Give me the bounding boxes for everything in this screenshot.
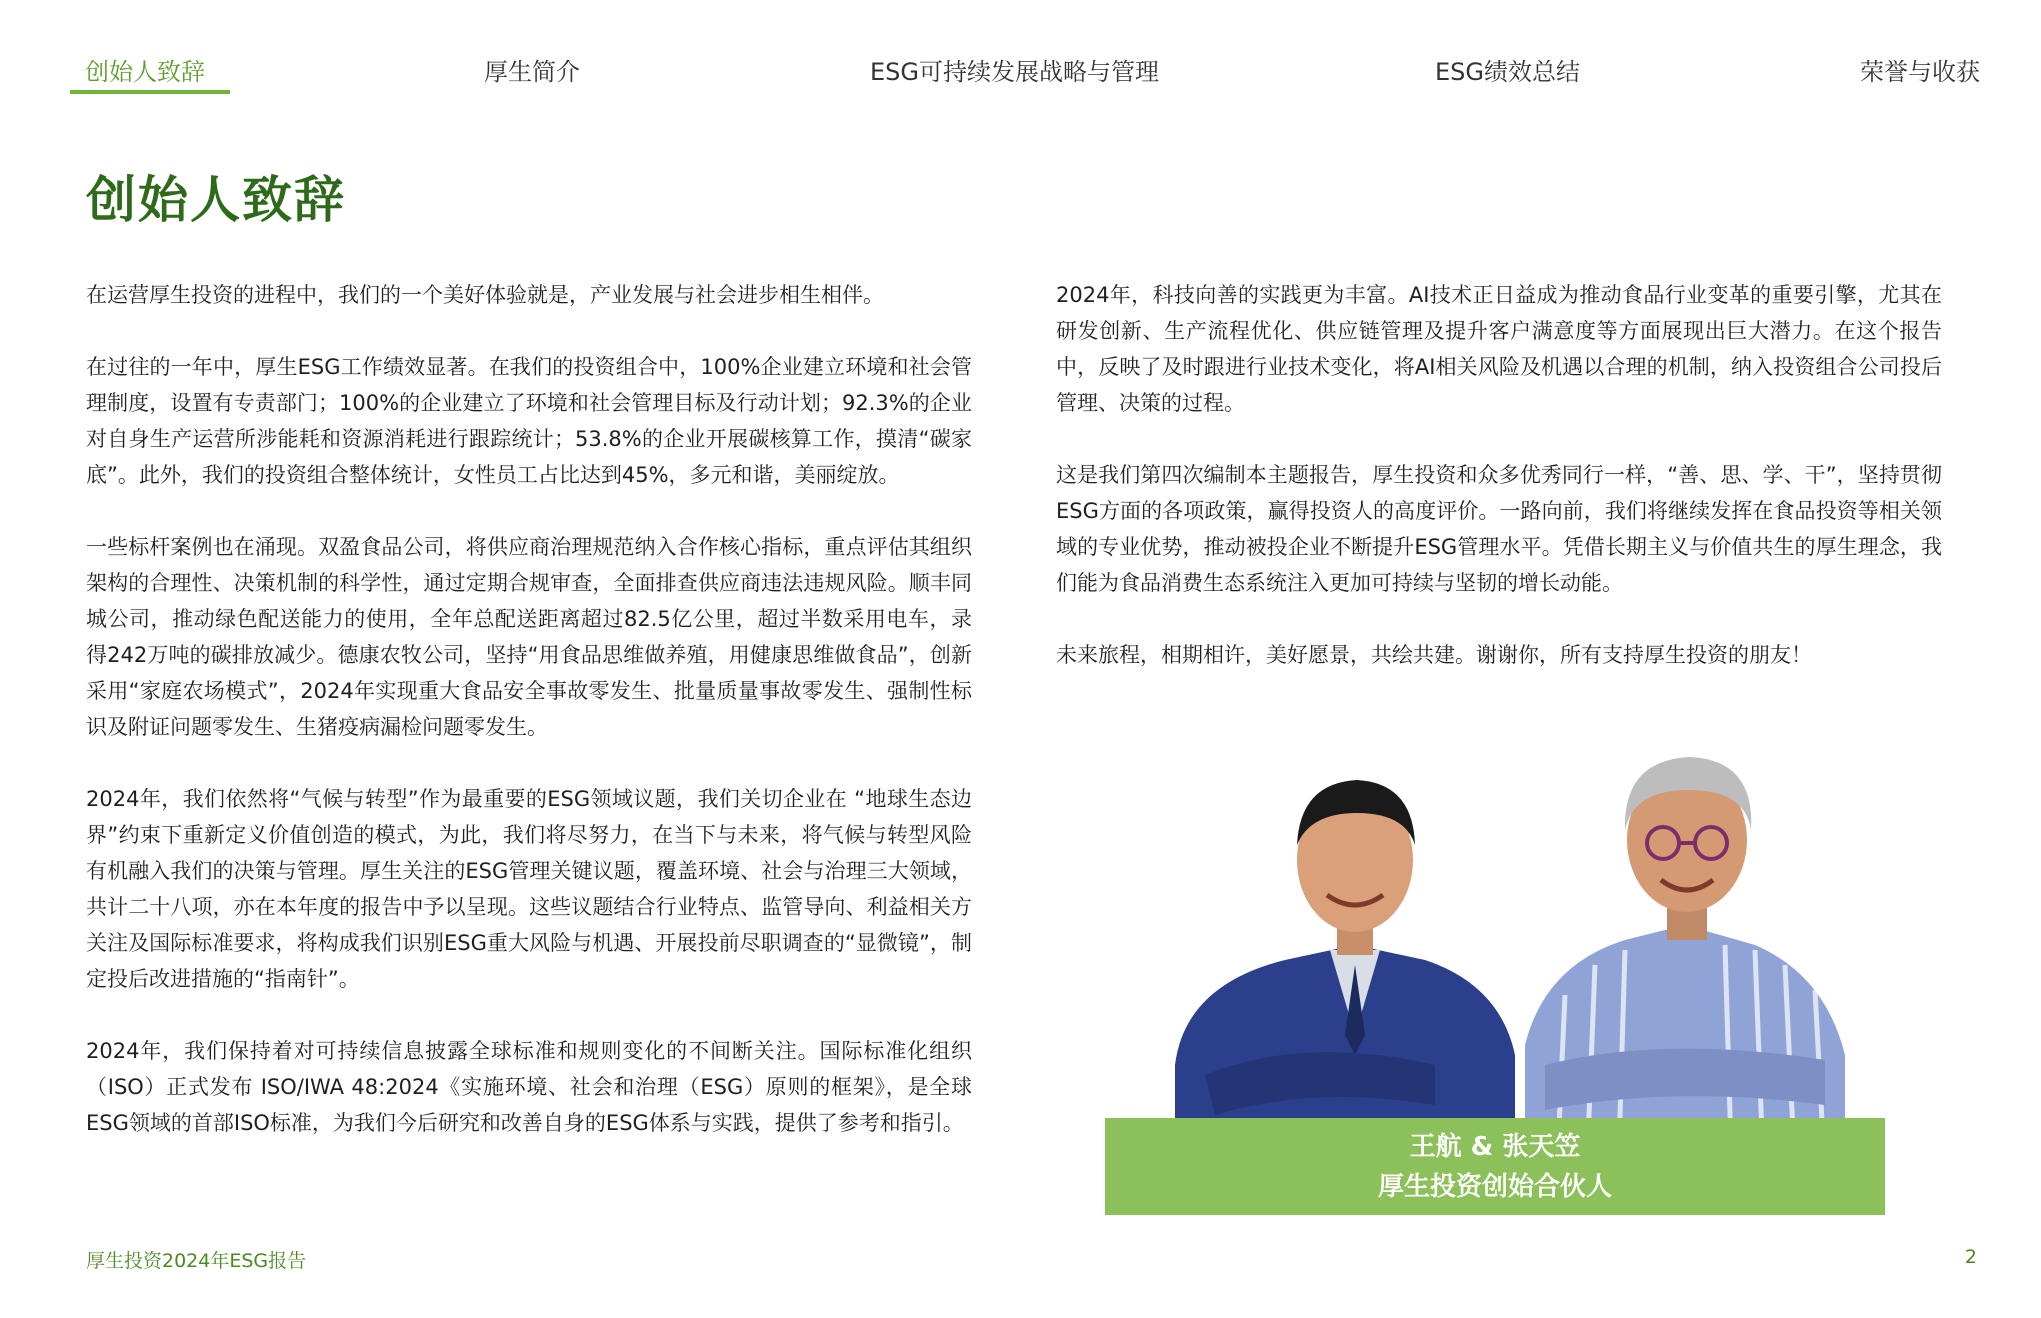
- nav-tab-honors[interactable]: 荣誉与收获: [1860, 58, 1980, 86]
- paragraph: 这是我们第四次编制本主题报告，厚生投资和众多优秀同行一样，“善、思、学、干”，坚持贯彻ESG方面的各项政策，赢得投资人的高度评价。一路向前，我们将继续发挥在食品投资等相关领域的专业优势，推动被投企业不断提升ESG管理水平。凭借长期主义与价值共生的厚生理念，我们能为食品消费生态系统注入更加可持续与坚韧的增长动能。: [1056, 463, 1942, 595]
- nav-tab-esg-strategy[interactable]: ESG可持续发展战略与管理: [870, 58, 1159, 86]
- paragraph: 未来旅程，相期相许，美好愿景，共绘共建。谢谢你，所有支持厚生投资的朋友！: [1056, 643, 1812, 667]
- paragraph: 2024年，我们保持着对可持续信息披露全球标准和规则变化的不间断关注。国际标准化组织（ISO）正式发布 ISO/IWA 48:2024《实施环境、社会和治理（ESG）原则的框架》，是全球ESG领域的首部ISO标准，为我们今后研究和改善自身的ESG体系与实践，提供了参考和指引。: [86, 1039, 972, 1135]
- page-title: 创始人致辞: [86, 171, 346, 229]
- right-text-column: [1056, 277, 1942, 709]
- top-navigation: [70, 48, 1980, 98]
- footer-report-title: 厚生投资2024年ESG报告: [86, 1250, 307, 1272]
- nav-tab-esg-performance[interactable]: ESG绩效总结: [1435, 58, 1580, 86]
- nav-active-underline: [70, 90, 230, 94]
- paragraph: 2024年，科技向善的实践更为丰富。AI技术正日益成为推动食品行业变革的重要引擎，尤其在研发创新、生产流程优化、供应链管理及提升客户满意度等方面展现出巨大潜力。在这个报告中，反映了及时跟进行业技术变化，将AI相关风险及机遇以合理的机制，纳入投资组合公司投后管理、决策的过程。: [1056, 283, 1942, 415]
- page-number: 2: [1964, 1246, 1977, 1268]
- paragraph: 2024年，我们依然将“气候与转型”作为最重要的ESG领域议题，我们关切企业在 “地球生态边界”约束下重新定义价值创造的模式，为此，我们将尽努力，在当下与未来，将气候与转型风险有机融入我们的决策与管理。厚生关注的ESG管理关键议题，覆盖环境、社会与治理三大领域，共计二十八项，亦在本年度的报告中予以呈现。这些议题结合行业特点、监管导向、利益相关方关注及国际标准要求，将构成我们识别ESG重大风险与机遇、开展投前尽职调查的“显微镜”，制定投后改进措施的“指南针”。: [86, 787, 972, 991]
- paragraph: 在过往的一年中，厚生ESG工作绩效显著。在我们的投资组合中，100%企业建立环境和社会管理制度，设置有专责部门；100%的企业建立了环境和社会管理目标及行动计划；92.3%的企业对自身生产运营所涉能耗和资源消耗进行跟踪统计；53.8%的企业开展碳核算工作，摸清“碳家底”。此外，我们的投资组合整体统计，女性员工占比达到45%，多元和谐，美丽绽放。: [86, 355, 972, 487]
- founder-role: 厚生投资创始合伙人: [1377, 1172, 1612, 1202]
- nav-tab-founder-message[interactable]: 创始人致辞: [85, 58, 205, 86]
- paragraph: 一些标杆案例也在涌现。双盈食品公司，将供应商治理规范纳入合作核心指标，重点评估其组织架构的合理性、决策机制的科学性，通过定期合规审查，全面排查供应商违法违规风险。顺丰同城公司，推动绿色配送能力的使用，全年总配送距离超过82.5亿公里，超过半数采用电车，录得242万吨的碳排放减少。德康农牧公司，坚持“用食品思维做养殖，用健康思维做食品”，创新采用“家庭农场模式”，2024年实现重大食品安全事故零发生、批量质量事故零发生、强制性标识及附证问题零发生、生猪疫病漏检问题零发生。: [86, 535, 972, 739]
- paragraph: 在运营厚生投资的进程中，我们的一个美好体验就是，产业发展与社会进步相生相伴。: [86, 283, 884, 307]
- left-text-column: [86, 277, 972, 1177]
- founder-names: 王航 & 张天笠: [1409, 1132, 1581, 1162]
- photo-caption: [1105, 1118, 1885, 1215]
- nav-tab-company-profile[interactable]: 厚生简介: [484, 58, 580, 86]
